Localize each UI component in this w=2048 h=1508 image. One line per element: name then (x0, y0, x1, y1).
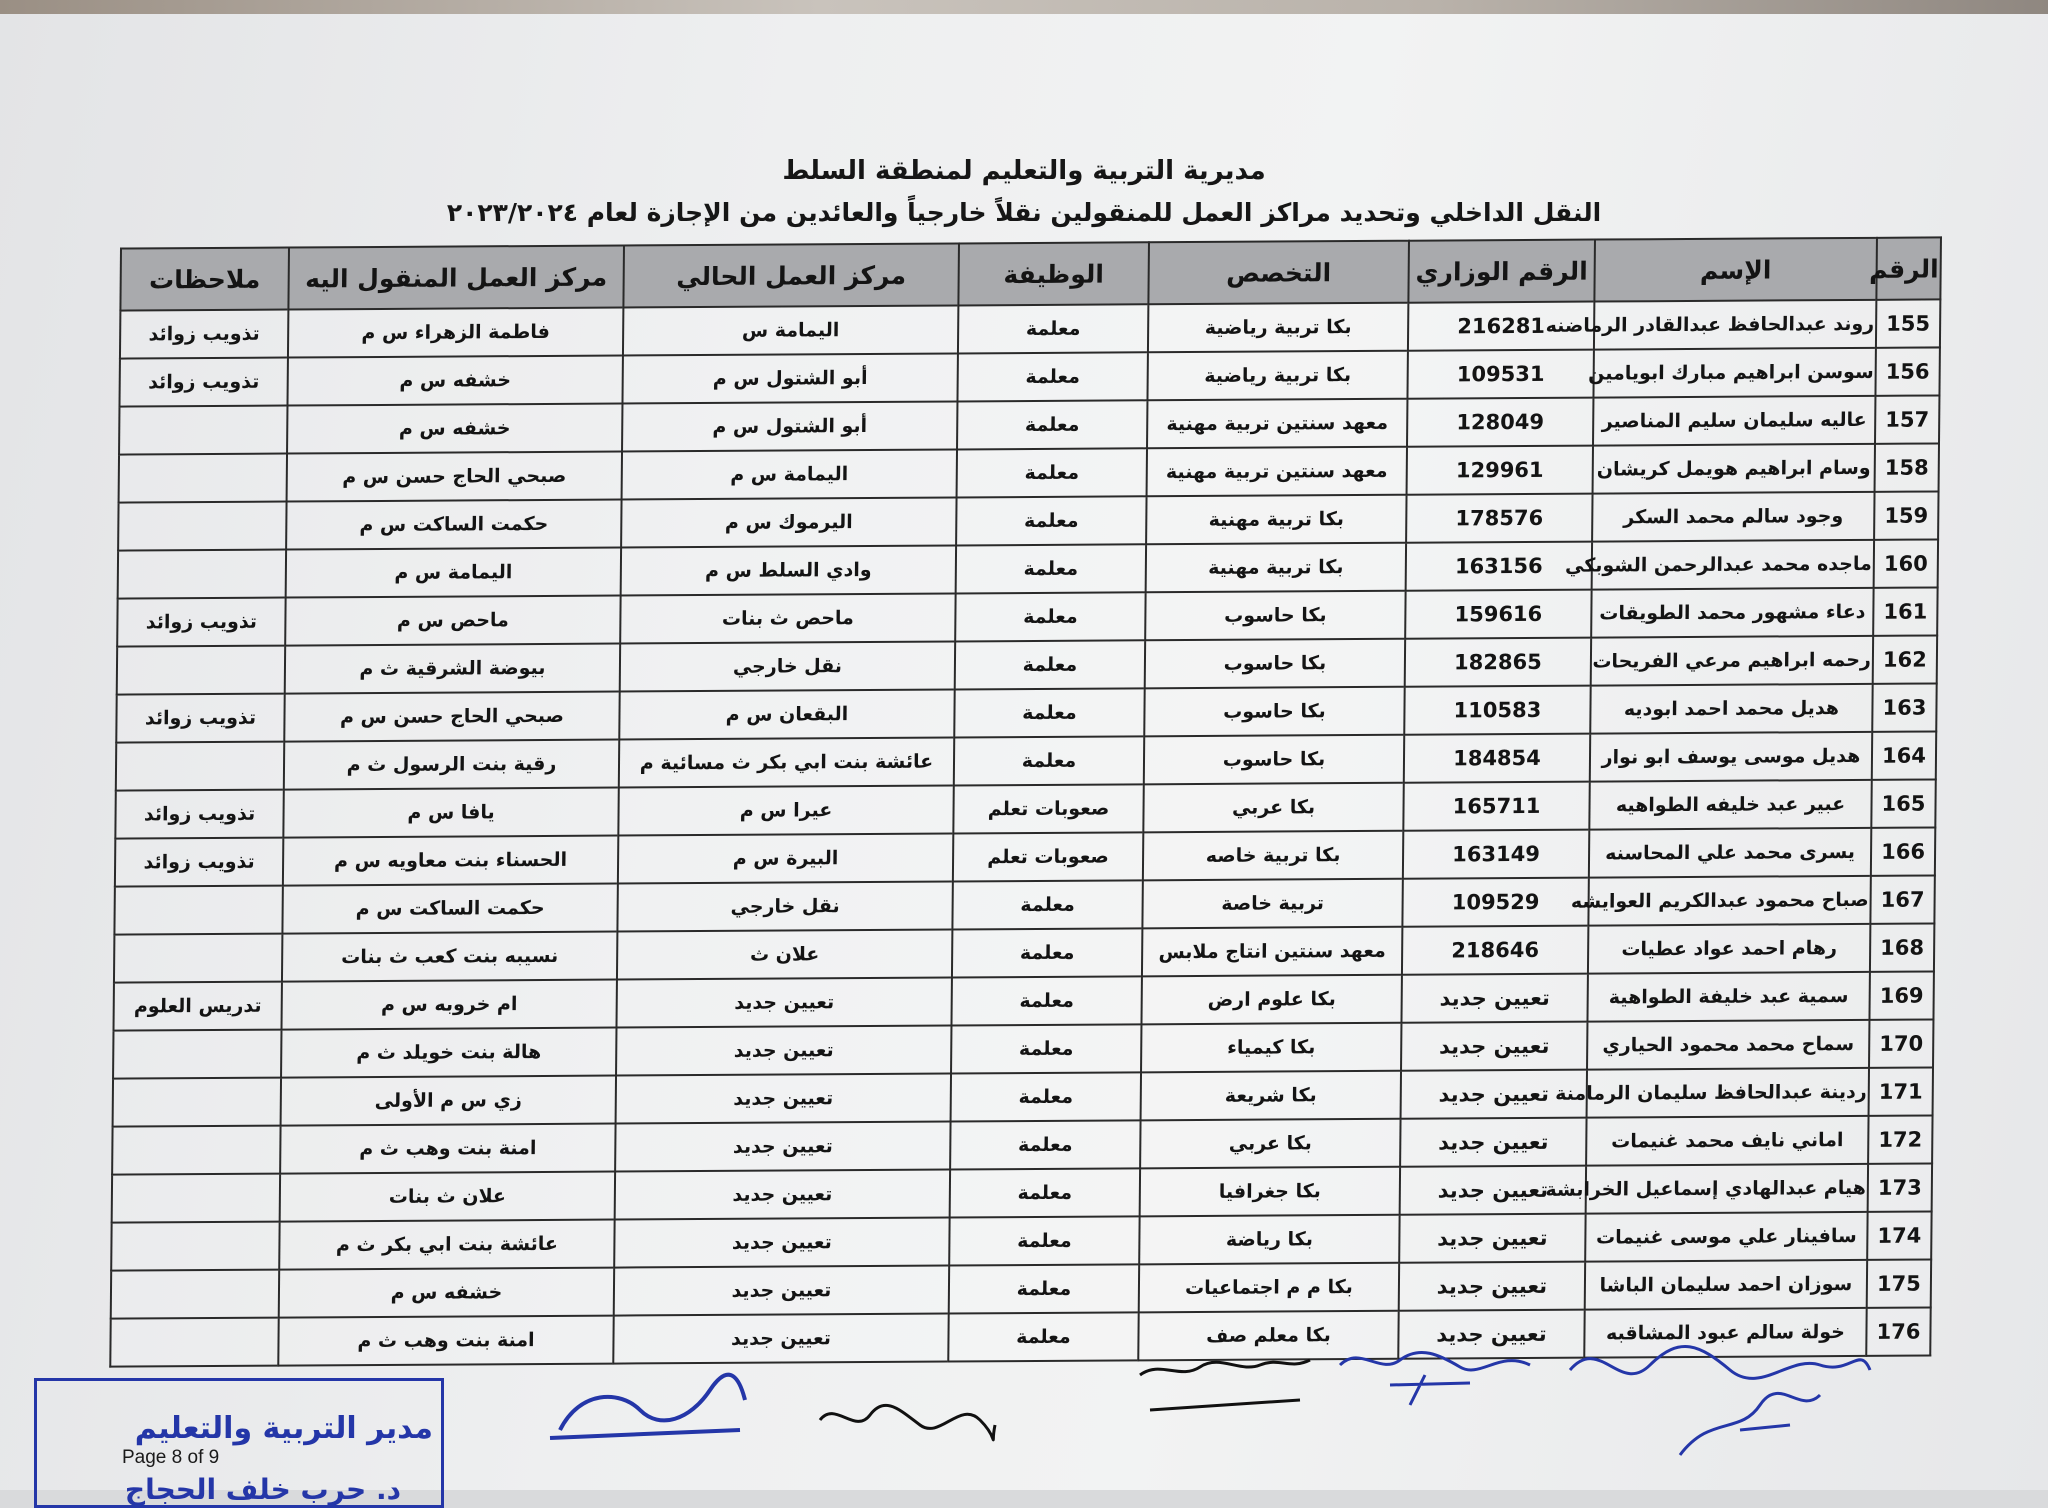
cell-notes (118, 550, 286, 599)
cell-current-workplace: تعيين جديد (613, 1314, 948, 1364)
cell-ministry-id: تعيين جديد (1400, 1166, 1586, 1215)
cell-current-workplace: وادي السلط س م (621, 545, 956, 595)
cell-specialization: معهد سنتين تربية مهنية (1147, 399, 1407, 449)
cell-job: معلمة (957, 400, 1147, 449)
cell-current-workplace: البيرة س م (618, 833, 953, 883)
cell-ministry-id: 109531 (1407, 350, 1593, 399)
cell-number: 170 (1869, 1019, 1933, 1067)
signature-director (540, 1360, 750, 1460)
cell-specialization: بكا حاسوب (1144, 687, 1404, 737)
cell-ministry-id: 163149 (1403, 830, 1589, 879)
cell-job: معلمة (956, 544, 1146, 593)
cell-ministry-id: 159616 (1405, 590, 1591, 639)
cell-specialization: بكا عربي (1143, 783, 1403, 833)
cell-new-workplace: علان ث بنات (280, 1172, 615, 1222)
cell-number: 165 (1871, 779, 1935, 827)
cell-job: معلمة (955, 592, 1145, 641)
cell-current-workplace: البقعان س م (619, 689, 954, 739)
cell-new-workplace: فاطمة الزهراء س م (288, 307, 623, 357)
cell-new-workplace: عائشة بنت ابي بكر ث م (279, 1220, 614, 1270)
stamp-title: مدير التربية والتعليم (134, 1411, 433, 1446)
cell-notes: تذويب زوائد (119, 358, 287, 407)
cell-number: 174 (1867, 1212, 1931, 1260)
cell-job: معلمة (950, 1168, 1140, 1217)
cell-number: 162 (1873, 635, 1937, 683)
cell-number: 157 (1875, 395, 1939, 443)
cell-ministry-id: 218646 (1402, 926, 1588, 975)
cell-job: معلمة (949, 1264, 1139, 1313)
cell-specialization: بكا كيمياء (1141, 1023, 1401, 1073)
cell-notes: تذويب زوائد (116, 694, 284, 743)
cell-ministry-id: تعيين جديد (1399, 1214, 1585, 1263)
cell-ministry-id: تعيين جديد (1401, 974, 1587, 1023)
signature-right (1560, 1325, 1880, 1465)
cell-name: هديل محمد احمد ابوديه (1590, 684, 1872, 734)
transfer-table (109, 236, 1942, 1367)
cell-new-workplace: خشفه س م (279, 1268, 614, 1318)
cell-current-workplace: اليمامة س م (622, 449, 957, 499)
column-header-current-workplace: مركز العمل الحالي (623, 243, 959, 307)
cell-name: ردينة عبدالحافظ سليمان الرمامنة (1587, 1068, 1869, 1118)
cell-ministry-id: 163156 (1406, 542, 1592, 591)
cell-current-workplace: اليمامة س (623, 305, 958, 355)
cell-number: 169 (1869, 971, 1933, 1019)
cell-notes (119, 454, 287, 503)
cell-name: وجود سالم محمد السكر (1592, 492, 1874, 542)
cell-name: رحمه ابراهيم مرعي الفريحات (1591, 636, 1873, 686)
cell-current-workplace: علان ث (617, 929, 952, 979)
cell-new-workplace: امنة بنت وهب ث م (278, 1316, 613, 1366)
cell-name: وسام ابراهيم هويمل كريشان (1593, 444, 1875, 494)
cell-specialization: معهد سنتين تربية مهنية (1147, 447, 1407, 497)
cell-current-workplace: تعيين جديد (615, 1170, 950, 1220)
cell-name: سمية عبد خليفة الطواهية (1587, 972, 1869, 1022)
cell-new-workplace: اليمامة س م (286, 548, 621, 598)
cell-current-workplace: تعيين جديد (616, 1025, 951, 1075)
cell-notes (111, 1222, 279, 1271)
cell-name: خولة سالم عبود المشاقبه (1584, 1308, 1866, 1358)
cell-notes (119, 406, 287, 455)
cell-specialization: تربية خاصة (1142, 879, 1402, 929)
cell-new-workplace: ام خروبه س م (281, 980, 616, 1030)
cell-ministry-id: 129961 (1407, 446, 1593, 495)
cell-specialization: بكا عربي (1140, 1119, 1400, 1169)
cell-name: هيام عبدالهادي إسماعيل الخرابشة (1586, 1164, 1868, 1214)
cell-notes: تذويب زوائد (115, 838, 283, 887)
cell-job: صعوبات تعلم (953, 832, 1143, 881)
cell-number: 158 (1875, 443, 1939, 491)
cell-new-workplace: حكمت الساكت س م (286, 499, 621, 549)
cell-specialization: معهد سنتين انتاج ملابس (1142, 927, 1402, 977)
cell-new-workplace: امنة بنت وهب ث م (280, 1124, 615, 1174)
cell-notes (116, 742, 284, 791)
cell-current-workplace: تعيين جديد (616, 1073, 951, 1123)
cell-number: 176 (1866, 1308, 1930, 1356)
cell-specialization: بكا شريعة (1141, 1071, 1401, 1121)
cell-name: سوزان احمد سليمان الباشا (1585, 1260, 1867, 1310)
cell-number: 160 (1874, 539, 1938, 587)
cell-current-workplace: نقل خارجي (620, 641, 955, 691)
cell-job: معلمة (956, 496, 1146, 545)
cell-number: 155 (1876, 299, 1940, 347)
cell-current-workplace: أبو الشتول س م (622, 401, 957, 451)
cell-job: معلمة (948, 1312, 1138, 1361)
cell-name: هديل موسى يوسف ابو نوار (1590, 732, 1872, 782)
cell-number: 171 (1869, 1067, 1933, 1115)
cell-job: صعوبات تعلم (953, 784, 1143, 833)
column-header-ministry-id: الرقم الوزاري (1408, 240, 1595, 303)
cell-number: 161 (1873, 587, 1937, 635)
cell-job: معلمة (950, 1120, 1140, 1169)
cell-new-workplace: خشفه س م (287, 403, 622, 453)
cell-new-workplace: ماحص س م (285, 596, 620, 646)
cell-name: روند عبدالحافظ عبدالقادر الرماضنه (1594, 300, 1876, 350)
cell-job: معلمة (949, 1216, 1139, 1265)
cell-specialization: بكا م م اجتماعيات (1139, 1263, 1399, 1313)
cell-new-workplace: خشفه س م (287, 355, 622, 405)
cell-specialization: بكا تربية رياضية (1148, 303, 1408, 353)
cell-job: معلمة (954, 688, 1144, 737)
cell-notes: تذويب زوائد (117, 598, 285, 647)
cell-name: سماح محمد محمود الحياري (1587, 1020, 1869, 1070)
document-title: مديرية التربية والتعليم لمنطقة السلط (782, 156, 1266, 186)
cell-notes (113, 1078, 281, 1127)
cell-current-workplace: تعيين جديد (615, 1122, 950, 1172)
cell-name: رهام احمد عواد عطيات (1588, 924, 1870, 974)
cell-name: دعاء مشهور محمد الطويقات (1591, 588, 1873, 638)
cell-current-workplace: نقل خارجي (617, 881, 952, 931)
cell-specialization: بكا حاسوب (1144, 735, 1404, 785)
cell-name: عاليه سليمان سليم المناصير (1593, 396, 1875, 446)
cell-current-workplace: اليرموك س م (621, 497, 956, 547)
cell-number: 175 (1867, 1260, 1931, 1308)
cell-new-workplace: صبحي الحاج حسن س م (284, 692, 619, 742)
cell-specialization: بكا رياضة (1139, 1215, 1399, 1265)
cell-job: معلمة (957, 448, 1147, 497)
cell-specialization: بكا حاسوب (1145, 591, 1405, 641)
cell-notes (111, 1270, 279, 1319)
cell-ministry-id: 178576 (1406, 494, 1592, 543)
cell-notes (117, 646, 285, 695)
cell-number: 164 (1872, 731, 1936, 779)
document-subtitle: النقل الداخلي وتحديد مراكز العمل للمنقولين نقلاً خارجياً والعائدين من الإجازة لعام ٢٠٢٣/٢٠٢٤ (446, 198, 1602, 227)
cell-new-workplace: بيوضة الشرقية ث م (285, 644, 620, 694)
cell-new-workplace: نسيبه بنت كعب ث بنات (282, 932, 617, 982)
cell-name: ماجده محمد عبدالرحمن الشوبكي (1592, 540, 1874, 590)
page-number: Page 8 of 9 (122, 1447, 220, 1468)
signature-dana (1330, 1335, 1540, 1415)
official-stamp (34, 1378, 444, 1508)
column-header-specialization: التخصص (1148, 241, 1409, 305)
cell-notes (112, 1174, 280, 1223)
cell-new-workplace: الحسناء بنت معاويه س م (283, 836, 618, 886)
cell-name: سافينار علي موسى غنيمات (1585, 1212, 1867, 1262)
cell-job: معلمة (952, 880, 1142, 929)
cell-ministry-id: 110583 (1404, 686, 1590, 735)
cell-specialization: بكا علوم ارض (1141, 975, 1401, 1025)
cell-current-workplace: تعيين جديد (614, 1218, 949, 1268)
table-header-row (120, 237, 1941, 310)
cell-specialization: بكا تربية خاصه (1143, 831, 1403, 881)
cell-job: معلمة (951, 976, 1141, 1025)
cell-ministry-id: 184854 (1404, 734, 1590, 783)
cell-specialization: بكا معلم صف (1138, 1311, 1398, 1361)
cell-notes (114, 886, 282, 935)
cell-notes (110, 1318, 278, 1367)
cell-ministry-id: 128049 (1407, 398, 1593, 447)
cell-notes (113, 1030, 281, 1079)
cell-new-workplace: يافا س م (283, 788, 618, 838)
cell-name: اماني نايف محمد غنيمات (1586, 1116, 1868, 1166)
cell-current-workplace: تعيين جديد (614, 1266, 949, 1316)
stamp-name: د. حرب خلف الحجاج (124, 1473, 401, 1506)
cell-job: معلمة (952, 928, 1142, 977)
cell-ministry-id: 165711 (1403, 782, 1589, 831)
cell-ministry-id: تعيين جديد (1399, 1262, 1585, 1311)
signature-rabea (1130, 1345, 1320, 1425)
cell-new-workplace: صبحي الحاج حسن س م (287, 451, 622, 501)
cell-job: معلمة (955, 640, 1145, 689)
cell-number: 168 (1870, 923, 1934, 971)
cell-specialization: بكا تربية مهنية (1146, 543, 1406, 593)
cell-name: سوسن ابراهيم مبارك ابويامين (1593, 348, 1875, 398)
column-header-notes: ملاحظات (120, 248, 289, 311)
cell-notes (112, 1126, 280, 1175)
cell-job: معلمة (951, 1024, 1141, 1073)
cell-notes (118, 502, 286, 551)
cell-current-workplace: أبو الشتول س م (622, 353, 957, 403)
cell-current-workplace: عائشة بنت ابي بكر ث مسائية م (619, 737, 954, 787)
cell-notes: تدريس العلوم (113, 982, 281, 1031)
column-header-job: الوظيفة (958, 242, 1149, 305)
cell-number: 167 (1870, 875, 1934, 923)
signature-abu (810, 1380, 1000, 1460)
column-header-new-workplace: مركز العمل المنقول اليه (288, 245, 624, 309)
cell-ministry-id: تعيين جديد (1398, 1310, 1584, 1359)
cell-number: 159 (1874, 491, 1938, 539)
cell-number: 166 (1871, 827, 1935, 875)
cell-ministry-id: 182865 (1405, 638, 1591, 687)
background-edge (0, 0, 2048, 14)
cell-number: 156 (1875, 347, 1939, 395)
cell-specialization: بكا جغرافيا (1140, 1167, 1400, 1217)
cell-job: معلمة (951, 1072, 1141, 1121)
cell-job: معلمة (957, 352, 1147, 401)
cell-job: معلمة (954, 736, 1144, 785)
cell-specialization: بكا تربية رياضية (1147, 351, 1407, 401)
column-header-name: الإسم (1594, 238, 1877, 302)
cell-number: 163 (1872, 683, 1936, 731)
cell-specialization: بكا تربية مهنية (1146, 495, 1406, 545)
cell-specialization: بكا حاسوب (1145, 639, 1405, 689)
transfer-table-wrapper (109, 236, 1940, 1367)
cell-current-workplace: عيرا س م (618, 785, 953, 835)
cell-new-workplace: حكمت الساكت س م (282, 884, 617, 934)
cell-ministry-id: 216281 (1408, 302, 1594, 351)
table-body (110, 299, 1940, 1366)
cell-new-workplace: رقية بنت الرسول ث م (284, 740, 619, 790)
cell-ministry-id: 109529 (1402, 878, 1588, 927)
cell-name: صباح محمود عبدالكريم العوايشه (1588, 876, 1870, 926)
cell-notes (114, 934, 282, 983)
cell-new-workplace: هالة بنت خويلد ث م (281, 1028, 616, 1078)
cell-current-workplace: تعيين جديد (616, 977, 951, 1027)
cell-name: عبير عبد خليفه الطواهيه (1589, 780, 1871, 830)
cell-notes: تذويب زوائد (115, 790, 283, 839)
cell-number: 173 (1868, 1164, 1932, 1212)
cell-ministry-id: تعيين جديد (1401, 1022, 1587, 1071)
cell-current-workplace: ماحص ث بنات (620, 593, 955, 643)
cell-job: معلمة (958, 304, 1148, 353)
cell-notes: تذويب زوائد (120, 310, 288, 359)
cell-new-workplace: زي س م الأولى (281, 1076, 616, 1126)
cell-ministry-id: تعيين جديد (1401, 1070, 1587, 1119)
cell-number: 172 (1868, 1116, 1932, 1164)
cell-name: يسرى محمد علي المحاسنه (1589, 828, 1871, 878)
column-header-number: الرقم (1876, 237, 1941, 299)
cell-ministry-id: تعيين جديد (1400, 1118, 1586, 1167)
